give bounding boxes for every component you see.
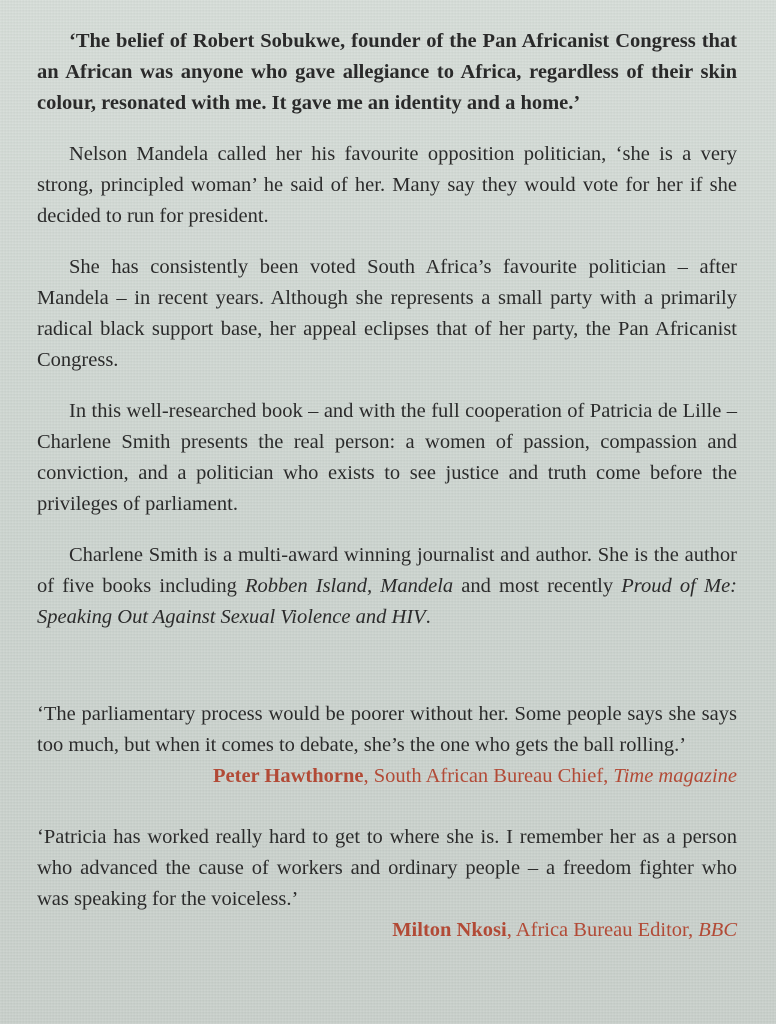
testimonial-quote: ‘Patricia has worked really hard to get to where she is. I remember her as a person who advanced the cause of workers and ordinary people – a freedom fighter who was speaking for the voiceless.’ (37, 826, 737, 910)
testimonial-outlet: Time magazine (613, 765, 737, 787)
testimonial-attribution (37, 761, 737, 792)
testimonial-attribution (37, 915, 737, 946)
testimonial-role: , Africa Bureau Editor, (506, 919, 699, 941)
author-bio-end: . (425, 606, 431, 628)
lead-quote: ‘The belief of Robert Sobukwe, founder of the Pan Africanist Congress that an African was anyone who gave allegiance to Africa, regardless of their skin colour, resonated with me. It gave me an identity and a home.’ (37, 30, 737, 114)
book-title-robben-island: Robben Island, Mandela (244, 575, 454, 597)
testimonial-name: Milton Nkosi (392, 919, 507, 941)
testimonial-role: , South African Bureau Chief, (363, 765, 614, 787)
testimonial-quote: ‘The parliamentary process would be poorer without her. Some people says she says too much, but when it comes to debate, she’s the one who gets the ball rolling.’ (37, 703, 737, 756)
spacer (37, 653, 737, 699)
testimonial-outlet: BBC (698, 919, 737, 941)
testimonial-name: Peter Hawthorne (213, 765, 364, 787)
author-bio (37, 540, 737, 633)
cover-text (37, 26, 737, 976)
paragraph-book: In this well-researched book – and with the full cooperation of Patricia de Lille – Charlene Smith presents the real person: a women of passion, compassion and conviction, and a politician who exists to see justice and truth come before the privileges of parliament. (37, 400, 737, 515)
book-title-proud-of-me: Proud of Me: Speaking Out Against Sexual Violence and HIV (37, 575, 737, 628)
author-bio-mid: and most recently (453, 575, 622, 597)
paragraph-favourite: She has consistently been voted South Africa’s favourite politician – after Mandela – in recent years. Although she represents a small party with a primarily radical black support base, her appeal eclipses that of her party, the Pan Africanist Congress. (37, 256, 737, 371)
paragraph-mandela: Nelson Mandela called her his favourite opposition politician, ‘she is a very strong, principled woman’ he said of her. Many say they would vote for her if she decided to run for president. (37, 143, 737, 227)
author-bio-start: Charlene Smith is a multi-award winning journalist and author. She is the author of five books including (37, 544, 737, 597)
